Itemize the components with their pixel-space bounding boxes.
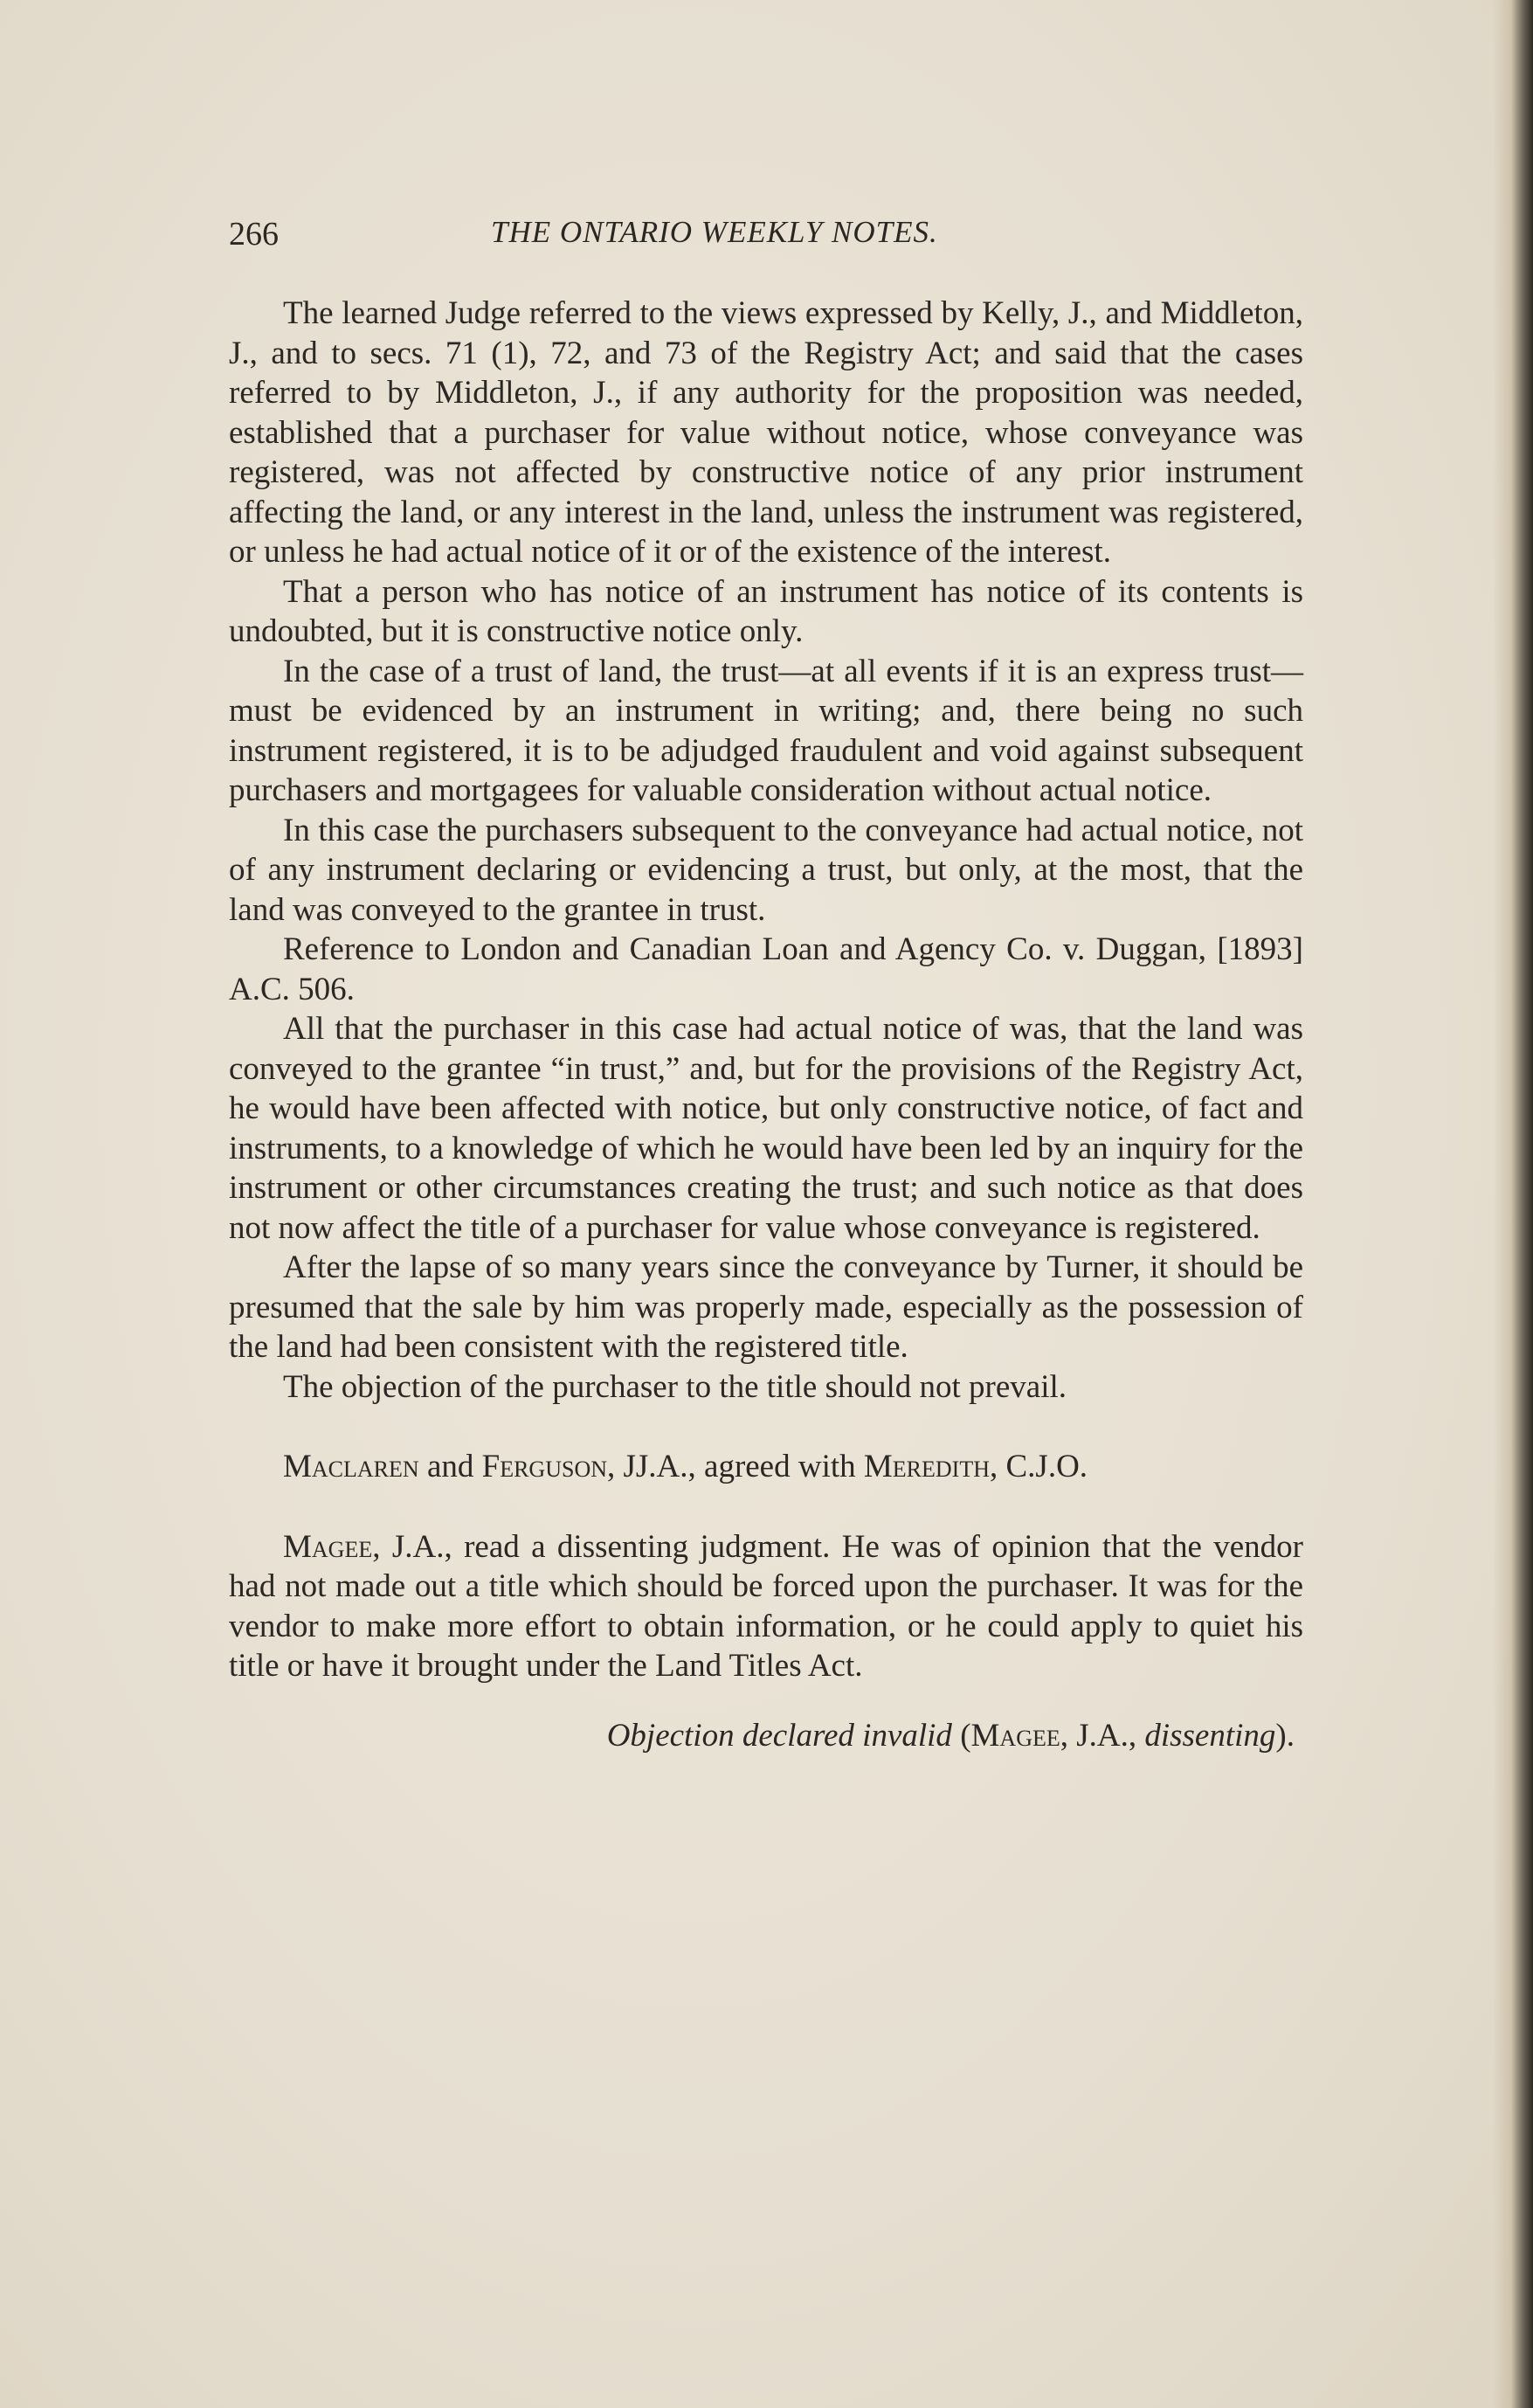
paragraph: In the case of a trust of land, the trust—at all events if it is an express trust—must be evidenced by an instrument in writing; and, there being no such instrument registered, it is to be adjudged fraudulent and void against subsequent purchasers and mortgagees for valuable consideration without actual notice. — [229, 653, 1303, 808]
concurrence-text: , JJ.A., agreed with — [607, 1449, 864, 1484]
section-gap — [229, 1487, 1303, 1527]
judge-name: Maclaren — [283, 1449, 419, 1484]
running-head: THE ONTARIO WEEKLY NOTES. — [491, 215, 938, 249]
paragraph: All that the purchaser in this case had actual notice of was, that the land was conveyed to the grantee “in trust,” and, but for the provisions of the Registry Act, he would have been affected with notice, but only constructive notice, of fact and instruments, to a knowledge of which he would have been led by an inquiry for the instrument or other circumstances creating the trust; and such notice as that does not now affect the title of a purchaser for value whose conveyance is registered. — [229, 1011, 1303, 1246]
concurrence-end: , C.J.O. — [990, 1449, 1088, 1484]
concurrence-connector: and — [418, 1449, 482, 1484]
page-edge-shadow — [1493, 0, 1533, 2408]
page-header — [229, 215, 1015, 259]
judge-name: Magee — [283, 1528, 373, 1565]
chief-justice-name: Meredith — [863, 1449, 990, 1484]
judge-name: Ferguson — [481, 1449, 607, 1484]
dissent-text: , J.A., read a dissenting judgment. He was of opinion that the vendor had not made out a title which should be forced upon the purchaser. It was for the vendor to make more effort to obtain information, or he could apply to quiet his title or have it brought under the Land Titles Act. — [229, 1528, 1303, 1684]
paragraph: The learned Judge referred to the views expressed by Kelly, J., and Middleton, J., and to secs. 71 (1), 72, and 73 of the Registry Act; and said that the cases referred to by Middleton, J., if any authority for the proposition was needed, established that a purchaser for value without notice, whose conveyance was registered, was not affected by constructive notice of any prior instrument affecting the land, or any interest in the land, unless the instrument was registered, or unless he had actual notice of it or of the existence of the interest. — [229, 295, 1303, 570]
body-text — [229, 294, 1303, 1755]
disposition-note: dissenting — [1144, 1717, 1276, 1754]
disposition-mid: , J.A., — [1060, 1717, 1145, 1754]
disposition-open: ( — [951, 1717, 971, 1754]
judge-name: Magee — [970, 1717, 1060, 1754]
section-gap — [229, 1686, 1303, 1716]
paragraph: Reference to London and Canadian Loan and Agency Co. v. Duggan, [1893] A.C. 506. — [229, 931, 1303, 1007]
paragraph: That a person who has notice of an instrument has notice of its contents is undoubted, but it is constructive notice only. — [229, 573, 1303, 649]
disposition-line — [229, 1716, 1303, 1756]
page-number: 266 — [229, 216, 279, 253]
section-gap — [229, 1407, 1303, 1447]
disposition-close: ). — [1275, 1717, 1295, 1754]
paragraph: The objection of the purchaser to the title should not prevail. — [283, 1368, 1067, 1405]
paragraph: After the lapse of so many years since the conveyance by Turner, it should be presumed that the sale by him was properly made, especially as the possession of the land had been consistent with the registered title. — [229, 1249, 1303, 1365]
disposition-result: Objection declared invalid — [606, 1717, 952, 1754]
concurrence-paragraph — [229, 1447, 1303, 1487]
dissent-paragraph — [229, 1527, 1303, 1686]
paragraph: In this case the purchasers subsequent to the conveyance had actual notice, not of any instrument declaring or evidencing a trust, but only, at the most, that the land was conveyed to the grantee in trust. — [229, 812, 1303, 928]
